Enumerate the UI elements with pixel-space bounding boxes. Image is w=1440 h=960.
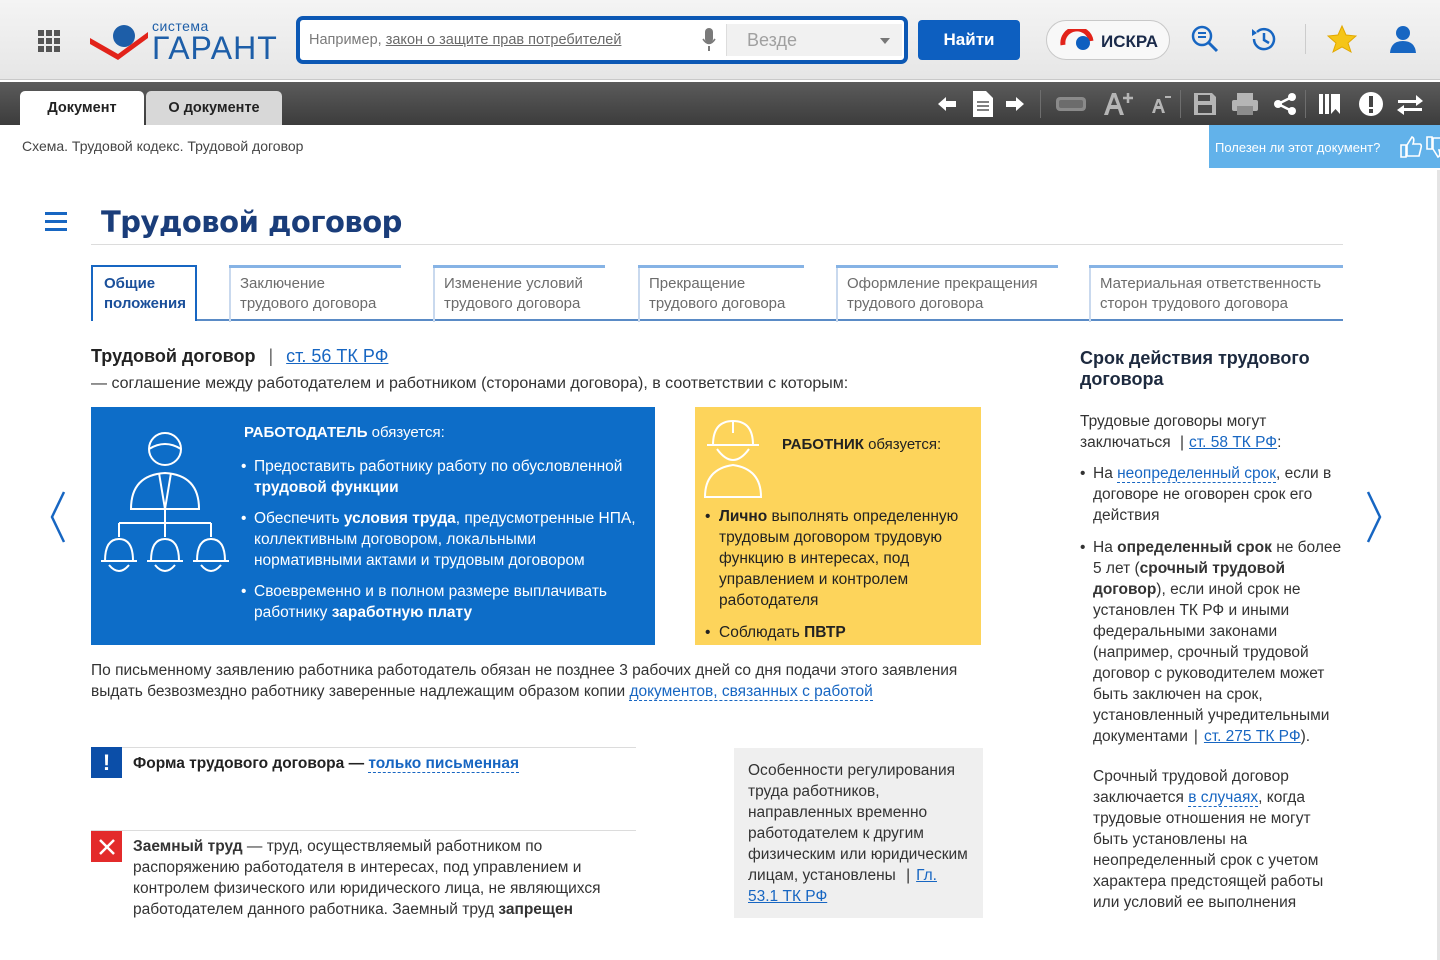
user-profile-icon[interactable] [1386, 22, 1420, 56]
feedback-label: Полезен ли этот документ? [1215, 140, 1381, 155]
logo-subtitle: система [152, 18, 209, 34]
tab-label-line2: трудового договора [240, 295, 377, 312]
loan-labor-note: Заемный труд — труд, осуществляемый работником по распоряжению работодателя в интересах, под управлением и контролем физического или юридического лица, не являющихся работодателем данного работника. Заемный труд запрещен [133, 838, 601, 918]
definition-text: — соглашение между работодателем и работником (сторонами договора), в соответствии с которым: [91, 375, 849, 392]
list-item: • На неопределенный срок, если в договоре не оговорен срок его действия [1080, 463, 1342, 526]
thumbs-up-icon[interactable] [1399, 135, 1423, 159]
tab-material-liability[interactable] [1089, 265, 1343, 319]
article-56-link[interactable]: ст. 56 ТК РФ [286, 346, 389, 366]
apps-grid-icon[interactable] [38, 30, 60, 52]
garant-logo[interactable] [88, 16, 278, 66]
page-title: Трудовой договор [101, 205, 402, 239]
employer-title [244, 424, 445, 441]
employer-obligations-box [91, 407, 655, 645]
worker-title-bold: РАБОТНИК [782, 436, 864, 453]
star-favorites-icon[interactable] [1325, 22, 1359, 56]
arrow-right-icon[interactable] [998, 87, 1032, 121]
list-item: • Своевременно и в полном размере выплачивать работнику заработную плату [241, 581, 641, 623]
article-58-link[interactable]: ст. 58 ТК РФ [1189, 434, 1278, 451]
save-icon[interactable] [1188, 87, 1222, 121]
written-only-link[interactable]: только письменная [368, 755, 520, 772]
tab-label-line2: трудового договора [649, 295, 786, 312]
find-button[interactable]: Найти [918, 20, 1020, 60]
divider [91, 830, 636, 831]
employer-title-bold: РАБОТОДАТЕЛЬ [244, 424, 368, 441]
list-item: • Лично выполнять определенную трудовым договором трудовую функцию в интересах, под управлением и контролем работодателя [705, 506, 975, 611]
tab-label-line1: Оформление прекращения [847, 275, 1038, 292]
worker-title-rest: обязуется: [863, 436, 942, 453]
document-icon[interactable] [966, 87, 1000, 121]
contract-term-intro: Трудовые договоры могут заключаться | ст. 58 ТК РФ: [1080, 413, 1282, 451]
tab-document[interactable]: Документ [20, 91, 144, 125]
indefinite-term-link[interactable]: неопределенный срок [1117, 465, 1277, 482]
feedback-panel[interactable] [1209, 125, 1440, 168]
search-example-link[interactable]: закон о защите прав потребителей [385, 32, 622, 48]
print-icon[interactable] [1228, 87, 1262, 121]
exclamation-icon: ! [91, 747, 122, 778]
search-document-icon[interactable] [1188, 22, 1222, 56]
iskra-label: ИСКРА [1101, 32, 1158, 51]
chapter-53-1-link[interactable]: Гл. 53.1 ТК РФ [748, 867, 937, 905]
toolbar-divider [1040, 90, 1041, 118]
tab-label-line2: трудового договора [847, 295, 984, 312]
previous-page-arrow-icon[interactable] [48, 490, 68, 544]
grey-note-text: Особенности регулирования труда работников, направленных временно работодателем к другим физическим или юридическим лицам, установлены [748, 762, 968, 884]
tab-label-line1: Общие [104, 275, 156, 292]
tab-change-conditions[interactable] [433, 265, 605, 319]
tab-label-line1: Заключение [240, 275, 325, 292]
bookmark-icon[interactable] [1313, 87, 1347, 121]
contract-term-list [1080, 463, 1342, 758]
tab-label-line1: Материальная ответственность [1100, 275, 1322, 292]
top-header [0, 0, 1440, 80]
toggle-on-icon[interactable] [1054, 87, 1088, 121]
divider [91, 747, 636, 748]
compare-arrows-icon[interactable] [1393, 87, 1427, 121]
header-divider [1305, 24, 1306, 54]
tab-label-line1: Изменение условий [444, 275, 583, 292]
logo-mark-icon [88, 24, 150, 60]
tab-label-line2: трудового договора [444, 295, 581, 312]
tab-termination[interactable] [638, 265, 804, 319]
tab-about-document[interactable]: О документе [146, 91, 282, 125]
iskra-logo-icon [1059, 29, 1095, 53]
arrow-left-icon[interactable] [930, 87, 964, 121]
employer-hierarchy-icon [99, 419, 231, 584]
iskra-button[interactable] [1046, 20, 1170, 60]
contract-term-title: Срок действия трудового договора [1080, 348, 1310, 389]
worker-title [782, 436, 941, 453]
breadcrumb: Схема. Трудовой кодекс. Трудовой договор [22, 138, 304, 154]
table-of-contents-icon[interactable] [45, 212, 67, 232]
list-item: • На определенный срок не более 5 лет (срочный трудовой договор), если иной срок не установлен ТК РФ и иными федеральными законами (например, срочный трудовой договор с руководителем может быть заключен на срок, установленный учредительными документами | ст. 275 ТК РФ). [1080, 537, 1342, 747]
microphone-icon[interactable] [702, 28, 716, 52]
section-tabs [91, 265, 1343, 321]
toolbar-divider [1305, 90, 1306, 118]
title-divider [91, 244, 1343, 245]
search-input[interactable] [309, 32, 621, 48]
list-item: • Соблюдать ПВТР [705, 622, 975, 643]
tab-general-provisions[interactable] [91, 265, 197, 321]
tab-label-line2: положения [104, 295, 186, 312]
worker-obligations-box [695, 407, 981, 645]
thumbs-down-icon[interactable] [1425, 135, 1440, 159]
document-toolbar [0, 82, 1440, 125]
list-item: • Обеспечить условия труда, предусмотренные НПА, коллективным договором, локальными нормативными актами и трудовым договором [241, 508, 641, 571]
cases-link[interactable]: в случаях [1188, 789, 1259, 806]
logo-title: ГАРАНТ [152, 30, 278, 66]
tab-conclusion[interactable] [229, 265, 401, 319]
grey-note-separator: | [906, 867, 911, 884]
contract-form-label: Форма трудового договора — [133, 755, 365, 772]
work-documents-link[interactable]: документов, связанных с работой [629, 683, 873, 700]
toolbar-divider [1180, 90, 1181, 118]
fixed-term-note: Срочный трудовой договор заключается в случаях, когда трудовые отношения не могут быть установлены на неопределенный срок с учетом характера предстоящей работы или условий ее выполнения [1093, 768, 1324, 911]
list-item: • Предоставить работнику работу по обусловленной трудовой функции [241, 456, 641, 498]
tab-label-line2: сторон трудового договора [1100, 295, 1289, 312]
tab-label-line1: Прекращение [649, 275, 746, 292]
font-decrease-icon[interactable] [1144, 87, 1178, 121]
article-275-link[interactable]: ст. 275 ТК РФ [1203, 728, 1301, 745]
tab-termination-formalities[interactable] [836, 265, 1058, 319]
font-increase-icon[interactable] [1102, 87, 1136, 121]
worker-obligations-list [705, 506, 975, 654]
prohibited-cross-icon [91, 831, 122, 862]
employer-title-rest: обязуется: [367, 424, 445, 441]
definition-separator: | [268, 346, 274, 366]
definition-term: Трудовой договор [91, 346, 256, 366]
note-text: По письменному заявлению работника работодатель обязан не позднее 3 рабочих дней со дня подачи этого заявления выдать безвозмездно работнику заверенные надлежащим образом копии [91, 662, 958, 700]
documents-copy-note [91, 660, 991, 702]
search-placeholder-prefix: Например, [309, 32, 382, 48]
chevron-down-icon [880, 38, 890, 44]
next-page-arrow-icon[interactable] [1364, 490, 1384, 544]
contract-form-note [133, 755, 519, 773]
search-scope-select[interactable] [726, 24, 902, 56]
share-icon[interactable] [1268, 87, 1302, 121]
history-icon[interactable] [1247, 22, 1281, 56]
attention-icon[interactable] [1354, 87, 1388, 121]
temporary-assignment-note [734, 748, 983, 918]
worker-helmet-icon [703, 415, 763, 499]
search-scope-value: Везде [747, 30, 797, 50]
search-box[interactable] [296, 16, 908, 64]
employer-obligations-list [241, 456, 641, 633]
definition-heading [91, 346, 388, 367]
